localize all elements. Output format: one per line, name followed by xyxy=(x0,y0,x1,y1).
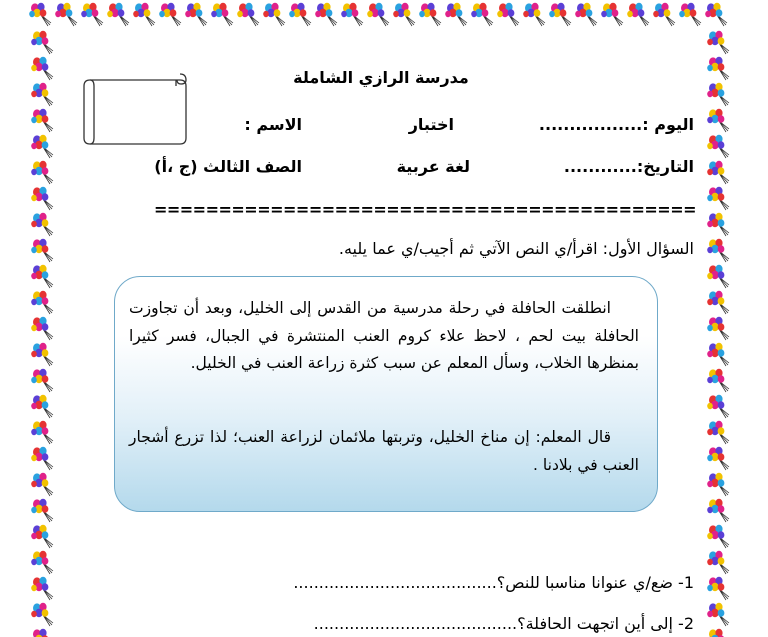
question-one-instruction: السؤال الأول: اقرأ/ي النص الآتي ثم أجيب/ي عما يليه. xyxy=(338,239,694,258)
balloon-icon xyxy=(158,2,184,28)
balloon-icon xyxy=(30,446,56,472)
balloon-icon xyxy=(706,316,732,342)
balloon-icon xyxy=(54,2,80,28)
header-row-1 xyxy=(104,115,694,139)
worksheet-page xyxy=(58,30,704,637)
balloon-icon xyxy=(30,290,56,316)
name-label: الاسم : xyxy=(244,115,302,134)
balloon-icon xyxy=(340,2,366,28)
balloon-icon xyxy=(706,550,732,576)
balloon-icon xyxy=(706,524,732,550)
balloon-icon xyxy=(600,2,626,28)
balloon-border-right xyxy=(706,30,732,637)
balloon-icon xyxy=(704,2,730,28)
balloon-icon xyxy=(314,2,340,28)
day-field: اليوم :................. xyxy=(538,115,694,134)
balloon-icon xyxy=(28,2,54,28)
balloon-icon xyxy=(706,290,732,316)
balloon-icon xyxy=(30,472,56,498)
exam-label: اختبار xyxy=(408,115,454,134)
balloon-icon xyxy=(30,550,56,576)
balloon-icon xyxy=(210,2,236,28)
balloon-icon xyxy=(706,238,732,264)
balloon-icon xyxy=(706,446,732,472)
balloon-icon xyxy=(106,2,132,28)
balloon-icon xyxy=(706,368,732,394)
balloon-icon xyxy=(706,56,732,82)
balloon-icon xyxy=(706,602,732,628)
header-divider: ========================================== xyxy=(153,200,696,219)
balloon-icon xyxy=(706,498,732,524)
balloon-icon xyxy=(652,2,678,28)
balloon-icon xyxy=(288,2,314,28)
balloon-icon xyxy=(30,82,56,108)
balloon-icon xyxy=(30,30,56,56)
balloon-icon xyxy=(706,30,732,56)
balloon-icon xyxy=(706,212,732,238)
balloon-icon xyxy=(80,2,106,28)
balloon-icon xyxy=(706,420,732,446)
balloon-icon xyxy=(574,2,600,28)
balloon-icon xyxy=(30,576,56,602)
balloon-icon xyxy=(30,160,56,186)
class-label: الصف الثالث (ج ،أ) xyxy=(154,157,302,176)
balloon-icon xyxy=(392,2,418,28)
balloon-icon xyxy=(706,394,732,420)
balloon-icon xyxy=(418,2,444,28)
balloon-icon xyxy=(706,108,732,134)
balloon-icon xyxy=(706,186,732,212)
subject-label: لغة عربية xyxy=(396,157,470,176)
passage-paragraph-1: انطلقت الحافلة في رحلة مدرسية من القدس إلى الخليل، وبعد أن تجاوزت الحافلة بيت لحم ، لاحظ علاء كروم العنب المنتشرة في الجبال، فسر كثيرا بمنظرها الخلاب، وسأل المعلم عن سبب كثرة زراعة العنب في الخليل. xyxy=(129,299,639,372)
balloon-icon xyxy=(132,2,158,28)
balloon-icon xyxy=(30,56,56,82)
balloon-icon xyxy=(706,576,732,602)
balloon-icon xyxy=(522,2,548,28)
balloon-icon xyxy=(30,628,56,637)
passage-paragraph-2: قال المعلم: إن مناخ الخليل، وتربتها ملائمان لزراعة العنب؛ لذا تزرع أشجار العنب في بلادنا . xyxy=(129,428,639,474)
balloon-icon xyxy=(30,342,56,368)
balloon-icon xyxy=(626,2,652,28)
reading-passage-box xyxy=(114,276,658,512)
balloon-icon xyxy=(706,472,732,498)
balloon-icon xyxy=(236,2,262,28)
balloon-icon xyxy=(706,342,732,368)
balloon-border-top xyxy=(28,2,748,30)
balloon-icon xyxy=(30,264,56,290)
header-row-2 xyxy=(104,157,694,181)
date-field: التاريخ:............ xyxy=(563,157,694,176)
balloon-icon xyxy=(30,238,56,264)
balloon-border-left xyxy=(30,30,56,637)
balloon-icon xyxy=(30,394,56,420)
question-2: 2- إلى أين اتجهت الحافلة؟........................................ xyxy=(313,614,694,633)
balloon-icon xyxy=(30,134,56,160)
balloon-icon xyxy=(706,264,732,290)
balloon-icon xyxy=(30,524,56,550)
balloon-icon xyxy=(444,2,470,28)
balloon-icon xyxy=(30,108,56,134)
balloon-icon xyxy=(496,2,522,28)
balloon-icon xyxy=(706,82,732,108)
balloon-icon xyxy=(30,602,56,628)
balloon-icon xyxy=(184,2,210,28)
balloon-icon xyxy=(706,628,732,637)
balloon-icon xyxy=(30,186,56,212)
balloon-icon xyxy=(706,160,732,186)
balloon-icon xyxy=(548,2,574,28)
balloon-icon xyxy=(30,420,56,446)
balloon-icon xyxy=(30,212,56,238)
balloon-icon xyxy=(30,368,56,394)
balloon-icon xyxy=(678,2,704,28)
balloon-icon xyxy=(262,2,288,28)
balloon-icon xyxy=(366,2,392,28)
school-name: مدرسة الرازي الشاملة xyxy=(293,68,469,87)
balloon-icon xyxy=(30,316,56,342)
balloon-icon xyxy=(470,2,496,28)
question-1: 1- ضع/ي عنوانا مناسبا للنص؟........................................ xyxy=(293,573,694,592)
balloon-icon xyxy=(706,134,732,160)
balloon-icon xyxy=(30,498,56,524)
